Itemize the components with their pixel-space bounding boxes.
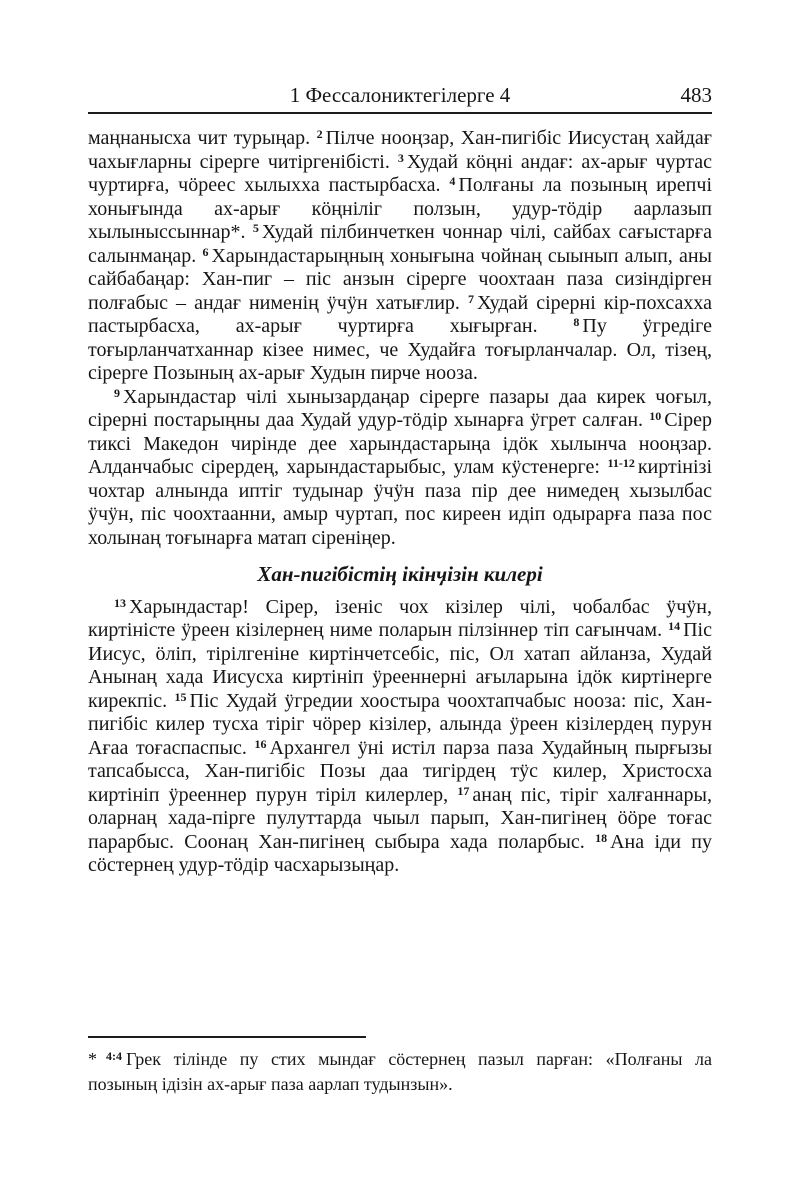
footnote-text: [88, 1047, 712, 1097]
footnote-body: Грек тілінде пу стих мындағ сӧстернең пазыл парған: «Полғаны ла позының ідізін ах-арығ паза аарлап тудынзын».: [88, 1049, 712, 1094]
footnote: [88, 1036, 712, 1097]
verse-number: 11-12: [607, 456, 635, 470]
paragraph-group-after-heading: [88, 596, 712, 878]
page-number: 483: [680, 83, 712, 107]
verse-number: 6: [202, 244, 209, 259]
verse-number: 8: [573, 315, 580, 329]
scripture-text: [88, 127, 712, 1033]
paragraph: маңнанысха чит турыңар. $^2$ Пілче нооңзар, Хан-пигібіс Иисустаң хайдағ чахығларны сірерге читіргенібісті. $^3$ Худай кӧңні андағ: ах-арығ чуртас чуртирға, чӧреес хылыхха пастырбасха. $^4$ Полғаны ла позының ирепчі хонығында ах-арығ кӧңніліг ползын, удур-тӧдір аарлазып хылыныссыннар*. $^5$ Худай пілбинчеткен чоннар чілі, сайбах сағыстарға салынмаңар. $^6$ Харындастарыңның хонығына чойнаң сыынып алып, аны сайбабаңар: Хан-пиг – піс анзын сірерге чоохтаан паза сизіндірген полғабыс – андағ нименің ӱчӱн хатығлир. $^7$ Худай сірерні кір-похсахха пастырбасха, ах-арығ чуртирға хығырған. $^8$ Пу ӱгредіге тоғырланчатханнар кізее нимес, че Худайға тоғырланчалар. Ол, тізең, сірерге Позының ах-арығ Худын пирче нооза.: [88, 127, 712, 384]
paragraph: $^9$ Харындастар чілі хынызардаңар сірерге пазары даа кирек чоғыл, сірерні постарыңны даа Худай удур-тӧдір хынарға ӱгрет салған. $^{10}$ Сірер тиксі Македон чирінде дее харындастарыңа ідӧк хылынча нооңзар. Алданчабыс сірердең, харындастарыбыс, улам кӱстенерге: $^{11-12}$ киртінізі чохтар алнында иптіг тудынар ӱчӱн паза пір дее нимедең хызылбас ӱчӱн, піс чоохтаанни, амыр чуртап, пос киреен идіп одырарға паза пос холынаң тоғынарға матап сіреніңер.: [88, 385, 712, 549]
verse-number: 4: [449, 174, 456, 188]
verse-number: 16: [254, 736, 267, 751]
verse-number: 2: [316, 127, 323, 141]
footnote-rule: [88, 1036, 366, 1038]
section-heading: Хан-пигібістің ікінӌізін килері: [257, 562, 543, 586]
page-header: [88, 82, 712, 108]
verse-number: 3: [397, 150, 404, 165]
verse-number: 15: [174, 689, 187, 704]
header-rule: [88, 112, 712, 114]
verse-number: 9: [114, 385, 120, 400]
verse-number: 18: [595, 830, 608, 845]
paragraph: $^{13}$ Харындастар! Сірер, ізеніс чох кізілер чілі, чобалбас ӱчӱн, киртіністе ӱреен кізілернең ниме поларын пілзіннер тіп сағынчам. $^{14}$ Піс Иисус, ӧліп, тірілгеніне киртінчетсебіс, піс, Ол хатап айланза, Худай Анынаң хада Иисусха киртініп ӱрееннерні ағыларына ідӧк киртінерге кирекпіс. $^{15}$ Піс Худай ӱгредии хоостыра чоохтапчабыс нооза: піс, Хан-пигібіс килер тусха тіріг чӧрер кізілер, алында ӱреен кізілердең пурун Ағаа тоғаспаспыс. $^{16}$ Архангел ӱні истіл парза паза Худайның пырғызы тапсабысса, Хан-пигібіс Позы даа тигірдең тӱс килер, Христосха киртініп ӱрееннер пурун тіріл килерлер, $^{17}$ анаң піс, тіріг халғаннары, оларнаң хада-пірге пулуттарда чыыл парып, Хан-пигінең ӧӧре тоғас парарбыс. Соонаң Хан-пигінең сыбыра хада поларбыс. $^{18}$ Ана іди пу сӧстернең удур-тӧдір часхарызыңар.: [88, 595, 712, 876]
verse-number: 13: [114, 595, 126, 610]
verse-number: 7: [467, 291, 474, 306]
footnote-reference: 4:4: [106, 1049, 122, 1063]
running-head-title: 1 Фессалониктегілерге 4: [289, 83, 511, 107]
verse-number: 10: [649, 409, 662, 423]
verse-number: 5: [252, 221, 259, 235]
paragraph-group-before-heading: [88, 127, 712, 550]
verse-number: 17: [457, 783, 470, 798]
footnote-marker: *: [88, 1049, 97, 1069]
verse-number: 14: [668, 619, 681, 633]
